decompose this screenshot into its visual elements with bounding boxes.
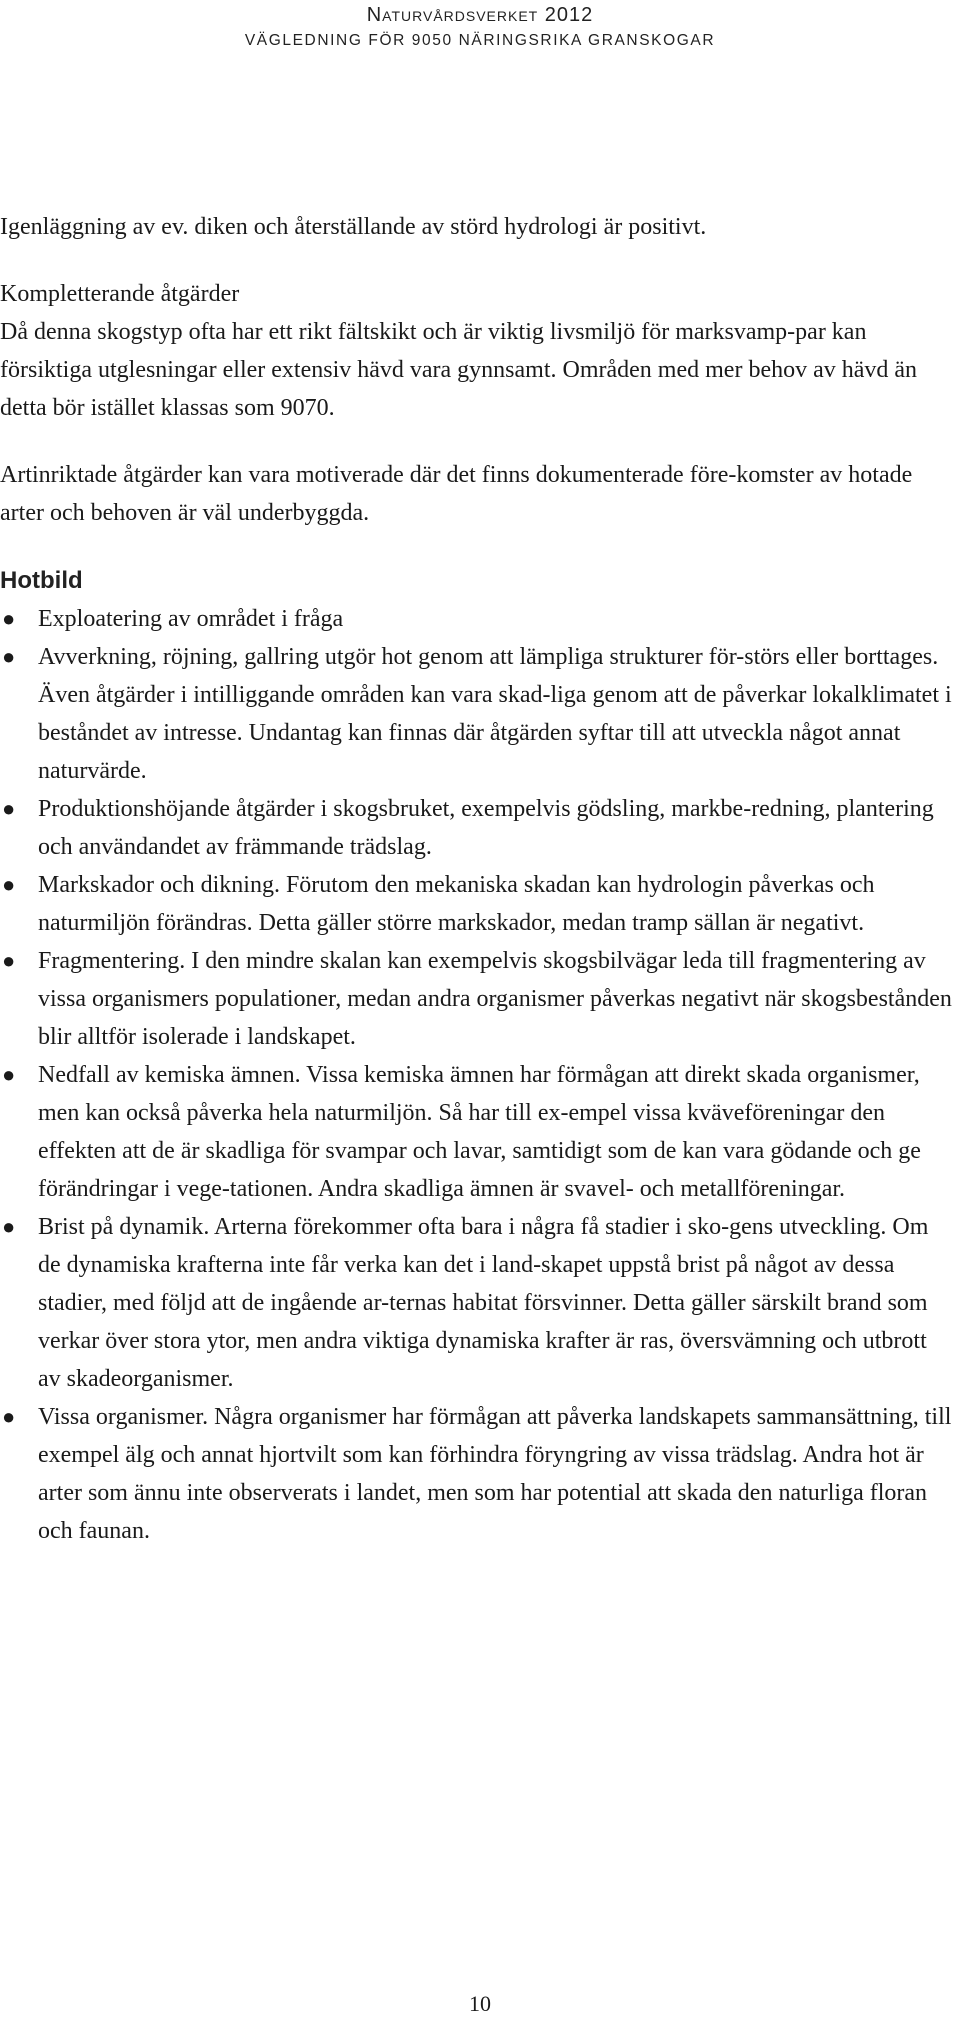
threat-list-item [0,600,955,638]
bullet-icon: ● [2,872,16,897]
bullet-icon: ● [2,644,16,669]
bullet-icon: ● [2,1062,16,1087]
bullet-icon: ● [2,796,16,821]
document-header-organization: Naturvårdsverket 2012 [366,4,594,26]
complementary-measures-section [0,275,955,427]
document-body [0,208,955,1550]
bullet-icon: ● [2,606,16,631]
species-measures-paragraph: Artinriktade åtgärder kan vara motiverade där det finns dokumenterade före-komster av hotade arter och behoven är väl underbyggda. [0,462,913,526]
complementary-measures-text: Då denna skogstyp ofta har ett rikt fältskikt och är viktig livsmiljö för marksvamp-par kan försiktiga utglesningar eller extensiv hävd vara gynnsamt. Områden med mer behov av hävd än detta bör istället klassas som 9070. [0,319,918,421]
threat-list-item [0,638,955,790]
threat-list-item [0,866,955,942]
threat-text: Vissa organismer. Några organismer har förmågan att påverka landskapets sammansättning, till exempel älg och annat hjortvilt som kan förhindra föryngring av vissa trädslag. Andra hot är arter som ännu inte observerats i landet, men som har potential att skada den naturliga floran och faunan. [38,1404,952,1544]
threat-text: Nedfall av kemiska ämnen. Vissa kemiska ämnen har förmågan att direkt skada organismer, men kan också påverka hela naturmiljön. Så har till ex-empel vissa kväveföreningar den effekten att de är skadliga för svampar och lavar, samtidigt som de kan vara gödande och ge förändringar i vege-tationen. Andra skadliga ämnen är svavel- och metallföreningar. [38,1062,921,1202]
threat-text: Exploatering av området i fråga [38,606,344,632]
threat-list-item [0,942,955,1056]
bullet-icon: ● [2,948,16,973]
document-header-subtitle: VÄGLEDNING FÖR 9050 NÄRINGSRIKA GRANSKOGAR [244,32,716,49]
threats-heading: Hotbild [0,567,83,594]
threat-text: Fragmentering. I den mindre skalan kan exempelvis skogsbilvägar leda till fragmentering av vissa organismers populationer, medan andra organismer påverkas negativt när skogsbestånden blir alltför isolerade i landskapet. [38,948,952,1050]
bullet-icon: ● [2,1214,16,1239]
page-number: 10 [469,1991,491,2016]
threat-list-item [0,1208,955,1398]
complementary-measures-title: Kompletterande åtgärder [0,281,240,307]
intro-paragraph: Igenläggning av ev. diken och återställande av störd hydrologi är positivt. [0,214,707,240]
threat-list-item [0,1398,955,1550]
threat-text: Avverkning, röjning, gallring utgör hot genom att lämpliga strukturer för-störs eller borttages. Även åtgärder i intilliggande områden kan vara skad-liga genom att de påverkar lokalklimatet i beståndet av intresse. Undantag kan finnas där åtgärden syftar till att utveckla något annat naturvärde. [38,644,952,784]
threat-text: Produktionshöjande åtgärder i skogsbruket, exempelvis gödsling, markbe-redning, plantering och användandet av främmande trädslag. [38,796,934,860]
threats-list [0,600,955,1550]
threat-text: Markskador och dikning. Förutom den mekaniska skadan kan hydrologin påverkas och naturmiljön förändras. Detta gäller större markskador, medan tramp sällan är negativt. [38,872,875,936]
threat-list-item [0,1056,955,1208]
threat-text: Brist på dynamik. Arterna förekommer ofta bara i några få stadier i sko-gens utveckling. Om de dynamiska krafterna inte får verka kan det i land-skapet uppstå brist på något av dessa stadier, med följd att de ingående ar-ternas habitat försvinner. Detta gäller särskilt brand som verkar över stora ytor, men andra viktiga dynamiska krafter är ras, översvämning och utbrott av skadeorganismer. [38,1214,929,1392]
threat-list-item [0,790,955,866]
bullet-icon: ● [2,1404,16,1429]
